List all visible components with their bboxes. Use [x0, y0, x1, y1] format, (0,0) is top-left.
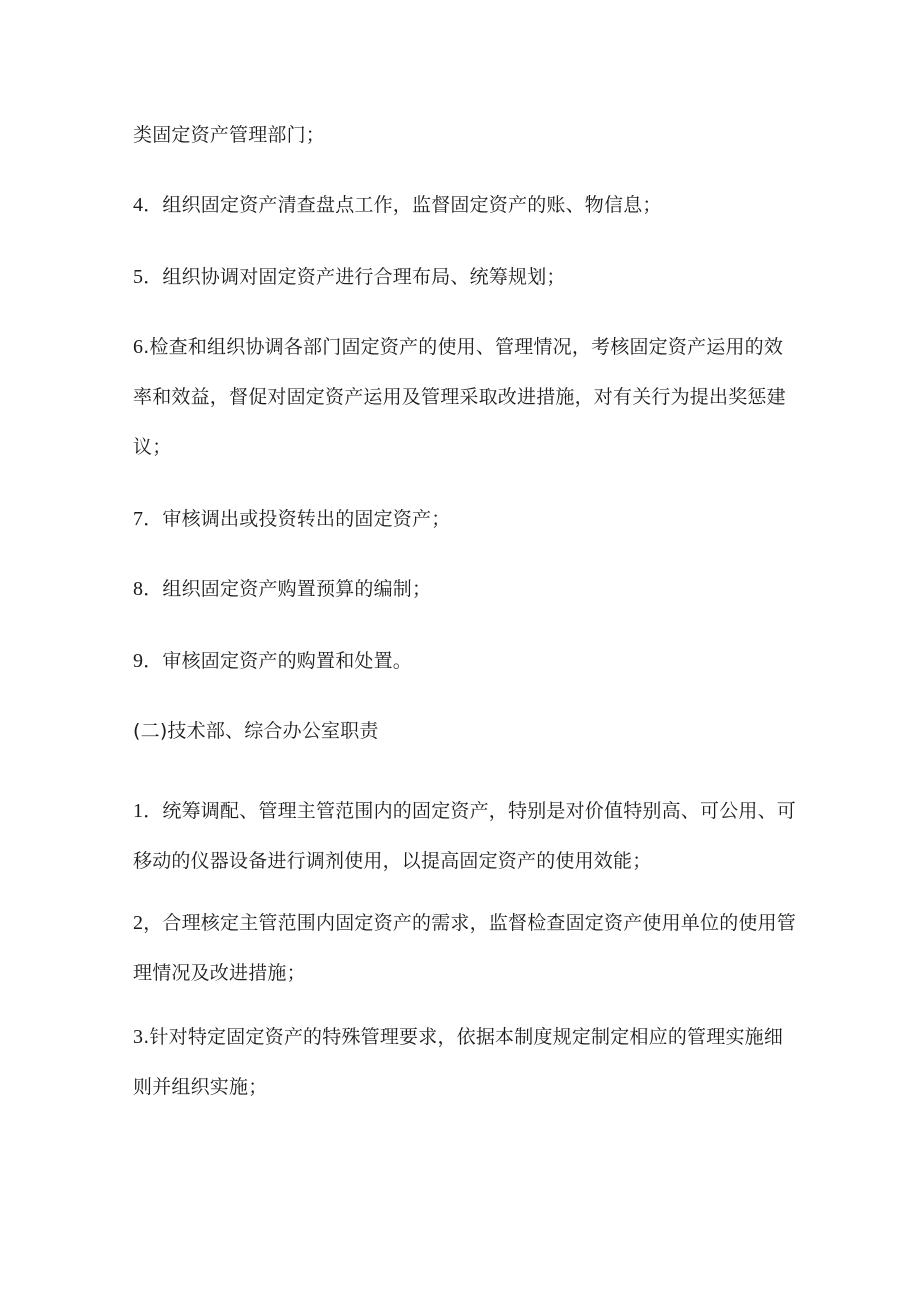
list-item-1 [133, 786, 798, 886]
item-text: 组织固定资产清查盘点工作，监督固定资产的账、物信息； [162, 194, 662, 216]
list-item-5 [133, 252, 798, 302]
item-text: 审核固定资产的购置和处置。 [162, 650, 413, 672]
list-item-7 [133, 494, 798, 544]
item-number: 6 [133, 336, 144, 358]
item-number: 2 [133, 912, 144, 934]
list-item-2 [133, 898, 798, 998]
list-item-4 [133, 180, 798, 230]
item-number: 5 [133, 266, 144, 288]
list-item-9 [133, 636, 798, 686]
item-separator: ． [143, 508, 163, 530]
heading-text: (二)技术部、综合办公室职责 [133, 720, 379, 742]
item-separator: ． [143, 650, 163, 672]
item-separator: ． [143, 800, 163, 822]
item-text: 针对特定固定资产的特殊管理要求，依据本制度规定制定相应的管理实施细则并组织实施； [133, 1026, 784, 1098]
item-text: 统筹调配、管理主管范围内的固定资产，特别是对价值特别高、可公用、可移动的仪器设备进行调剂使用，以提高固定资产的使用效能； [133, 800, 797, 872]
item-separator: ， [143, 912, 163, 934]
item-number: 1 [133, 800, 144, 822]
item-text: 检查和组织协调各部门固定资产的使用、管理情况，考核固定资产运用的效率和效益，督促对固定资产运用及管理采取改进措施，对有关行为提出奖惩建议； [133, 336, 786, 458]
item-text: 审核调出或投资转出的固定资产； [162, 508, 451, 530]
item-number: 9 [133, 650, 144, 672]
list-item-6 [133, 322, 798, 472]
item-separator: ． [143, 194, 163, 216]
item-separator: ． [143, 266, 163, 288]
item-number: 8 [133, 578, 144, 600]
paragraph-text: 类固定资产管理部门； [133, 124, 326, 146]
item-separator: . [143, 1026, 150, 1048]
list-item-8 [133, 564, 798, 614]
item-number: 4 [133, 194, 144, 216]
item-number: 3 [133, 1026, 144, 1048]
item-separator: ． [143, 578, 163, 600]
item-text: 组织固定资产购置预算的编制； [162, 578, 432, 600]
item-text: 合理核定主管范围内固定资产的需求，监督检查固定资产使用单位的使用管理情况及改进措施； [133, 912, 797, 984]
item-number: 7 [133, 508, 144, 530]
section-heading [133, 706, 798, 756]
item-separator: . [143, 336, 150, 358]
paragraph-continuation [133, 110, 798, 160]
list-item-3 [133, 1012, 798, 1112]
item-text: 组织协调对固定资产进行合理布局、统筹规划； [162, 266, 566, 288]
